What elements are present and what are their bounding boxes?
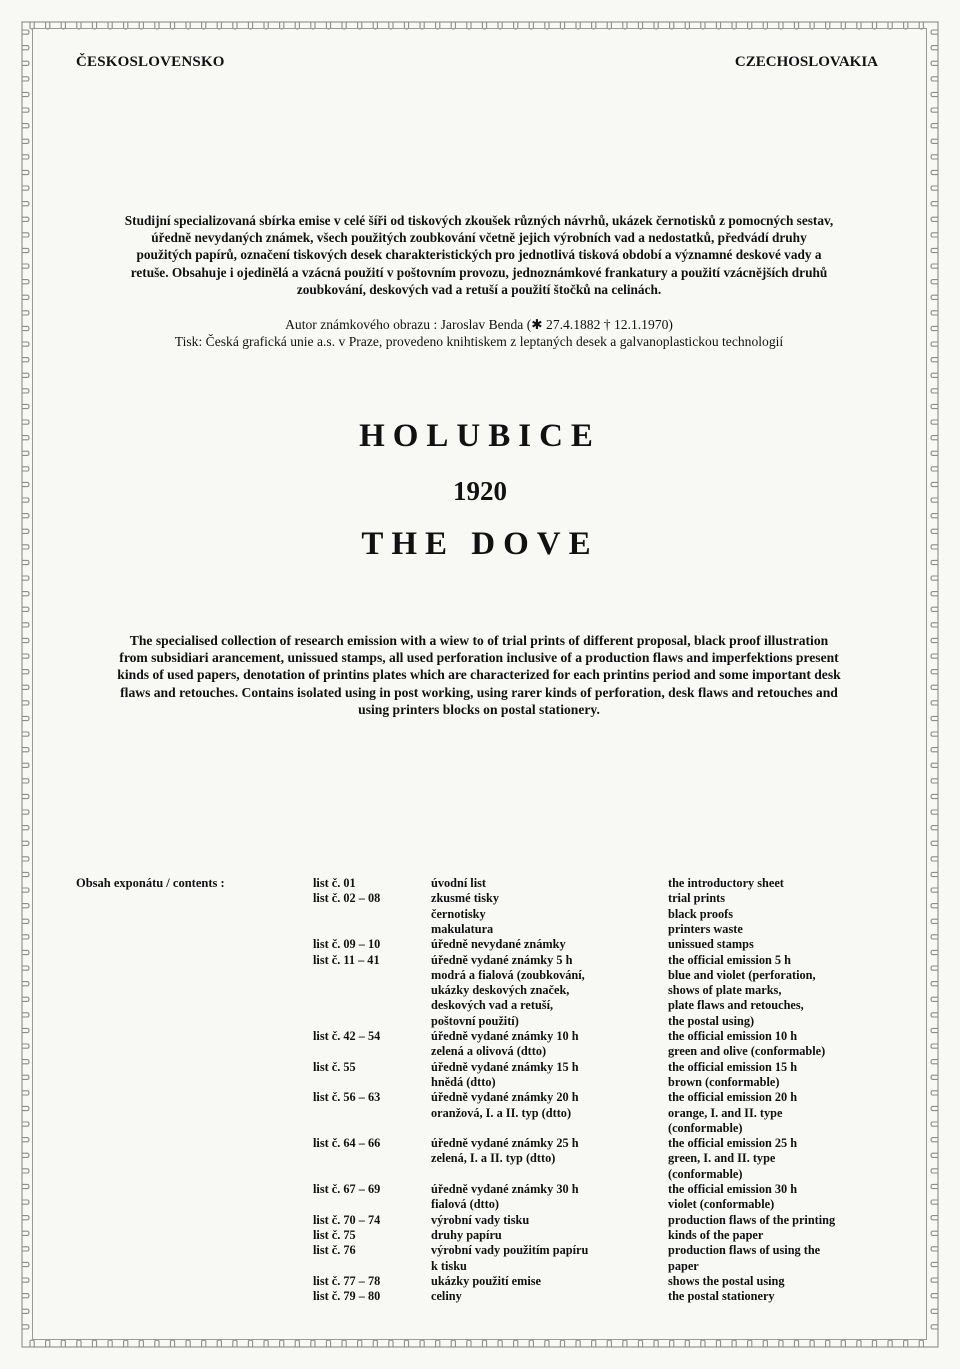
intro-czech-line: Studijní specializovaná sbírka emise v celé šíři od tiskových zkoušek různých návrhů, ukázek černotisků z pomocných sestav, [124,213,834,228]
contents-description-en: the official emission 25 h [668,1136,798,1151]
contents-description-cz: deskových vad a retuší, [431,998,554,1013]
contents-description-en: blue and violet (perforation, [668,967,816,982]
contents-description-en: the official emission 15 h [668,1059,798,1074]
credits-author: Autor známkového obrazu : Jaroslav Benda (✱ 27.4.1882 † 12.1.1970) [285,317,673,332]
intro-english-line: from subsidiari arancement, unissued stamps, all used perforation inclusive of a production flaws and imperfektions present [119,650,839,666]
contents-sheet-number: list č. 55 [313,1059,356,1074]
contents-sheet-number: list č. 75 [313,1227,356,1242]
contents-sheet-number: list č. 42 – 54 [313,1029,381,1043]
intro-czech-line: zoubkování, deskových vad a retuší a použití štočků na celinách. [296,281,662,297]
contents-sheet-number: list č. 02 – 08 [313,891,381,906]
contents-sheet-number: list č. 09 – 10 [313,937,381,952]
credits [76,316,882,351]
contents-description-en: kinds of the paper [668,1227,764,1242]
intro-czech-line: retuše. Obsahuje i ojedinělá a vzácná použití v poštovním provozu, jednoznámkové frankatury a použití vzácnějších druhů [130,264,828,280]
contents-description-cz: k tisku [431,1258,467,1273]
title-the-dove: THE DOVE [361,526,599,562]
contents-sheet-number: list č. 11 – 41 [313,952,380,967]
intro-czech-line: úředně nevydaných známek, všech použitých zoubkování včetně jejich výrobních vad a nedostatků, předvádí druhy [151,230,807,246]
contents-description-cz: úředně vydané známky 10 h [431,1029,579,1043]
contents-description-cz: úředně vydané známky 30 h [431,1182,579,1196]
contents-description-en: printers waste [668,921,743,936]
contents-description-cz: výrobní vady tisku [431,1212,530,1227]
contents-description-en: production flaws of using the [668,1243,821,1258]
contents-description-cz: oranžová, I. a II. typ (dtto) [431,1105,572,1120]
contents-description-en: unissued stamps [668,937,754,952]
contents-description-en: the official emission 20 h [668,1090,798,1105]
contents-description-en: production flaws of the printing [668,1212,836,1227]
title-holubice: HOLUBICE [359,418,601,454]
contents-description-cz: zkusmé tisky [431,891,499,906]
contents-description-cz: poštovní použití) [431,1013,519,1028]
contents-description-cz: zelená a olivová (dtto) [431,1044,547,1059]
contents-sheet-number: list č. 67 – 69 [313,1182,381,1196]
contents-description-en: (conformable) [668,1166,743,1181]
contents-description-cz: úředně vydané známky 5 h [431,952,573,967]
contents-description-cz: zelená, I. a II. typ (dtto) [431,1151,556,1166]
contents-description-cz: makulatura [431,921,494,936]
contents-label: Obsah exponátu / contents : [76,876,225,890]
contents-description-cz: úředně vydané známky 25 h [431,1136,579,1151]
contents-description-cz: černotisky [431,906,486,921]
contents-description-en: green, I. and II. type [668,1151,776,1166]
contents-description-en: trial prints [668,891,726,906]
contents-description-en: green and olive (conformable) [668,1044,826,1059]
contents-description-en: the introductory sheet [668,876,784,890]
contents-description-en: the postal stationery [668,1289,775,1304]
contents-description-en: orange, I. and II. type [668,1105,783,1120]
intro-english-line: The specialised collection of research emission with a wiew to of trial prints of different proposal, black proof illustration [129,633,829,648]
contents-description-cz: celiny [431,1289,462,1304]
title-year: 1920 [453,476,507,506]
intro-english-line: kinds of used papers, denotation of printins plates which are characterized for each printins period and some important desk [117,667,841,683]
contents-description-cz: modrá a fialová (zoubkování, [431,967,585,982]
contents-description-cz: hnědá (dtto) [431,1074,496,1089]
contents-description-cz: úředně nevydané známky [431,937,566,952]
contents-description-en: the official emission 10 h [668,1029,798,1043]
credits-print: Tisk: Česká grafická unie a.s. v Praze, provedeno knihtiskem z leptaných desek a galvanoplastickou technologií [174,334,784,350]
intro-english-line: using printers blocks on postal stationery. [358,701,600,717]
contents-description-cz: výrobní vady použitím papíru [431,1243,589,1258]
contents-description-en: plate flaws and retouches, [668,998,804,1013]
contents-description-en: the official emission 5 h [668,952,791,967]
contents-sheet-number: list č. 01 [313,876,356,890]
contents-description-cz: úředně vydané známky 20 h [431,1090,579,1105]
header-country-cz: ČESKOSLOVENSKO [76,54,225,70]
intro-czech [76,212,882,298]
contents-description-cz: druhy papíru [431,1227,502,1242]
intro-english [76,632,882,718]
contents-description-en: shows of plate marks, [668,983,782,998]
contents-description-cz: ukázky deskových značek, [431,983,570,998]
intro-english-line: flaws and retouches. Contains isolated using in post working, using rarer kinds of perforation, desk flaws and retouches and [120,684,838,700]
intro-czech-line: použitých papírů, označení tiskových desek charakteristických pro jednotlivá tisková období a významné deskové vady a [136,247,822,263]
contents-description-en: brown (conformable) [668,1074,780,1089]
contents-sheet-number: list č. 64 – 66 [313,1136,381,1151]
contents-description-en: the postal using) [668,1013,755,1028]
contents-sheet-number: list č. 70 – 74 [313,1212,381,1227]
contents-sheet-number: list č. 56 – 63 [313,1090,381,1105]
header-country-en: CZECHOSLOVAKIA [734,54,878,70]
contents-description-cz: ukázky použití emise [431,1273,541,1288]
contents-description-en: black proofs [668,906,734,921]
contents-sheet-number: list č. 79 – 80 [313,1289,381,1304]
contents-sheet-number: list č. 77 – 78 [313,1273,381,1288]
contents-description-en: shows the postal using [668,1273,785,1288]
contents-description-cz: fialová (dtto) [431,1197,499,1212]
contents-description-cz: úředně vydané známky 15 h [431,1059,579,1074]
contents-description-en: paper [668,1258,699,1273]
contents-description-cz: úvodní list [431,876,487,890]
contents-description-en: the official emission 30 h [668,1182,798,1196]
contents-description-en: violet (conformable) [668,1197,775,1212]
contents-description-en: (conformable) [668,1120,743,1135]
contents-sheet-number: list č. 76 [313,1243,356,1258]
